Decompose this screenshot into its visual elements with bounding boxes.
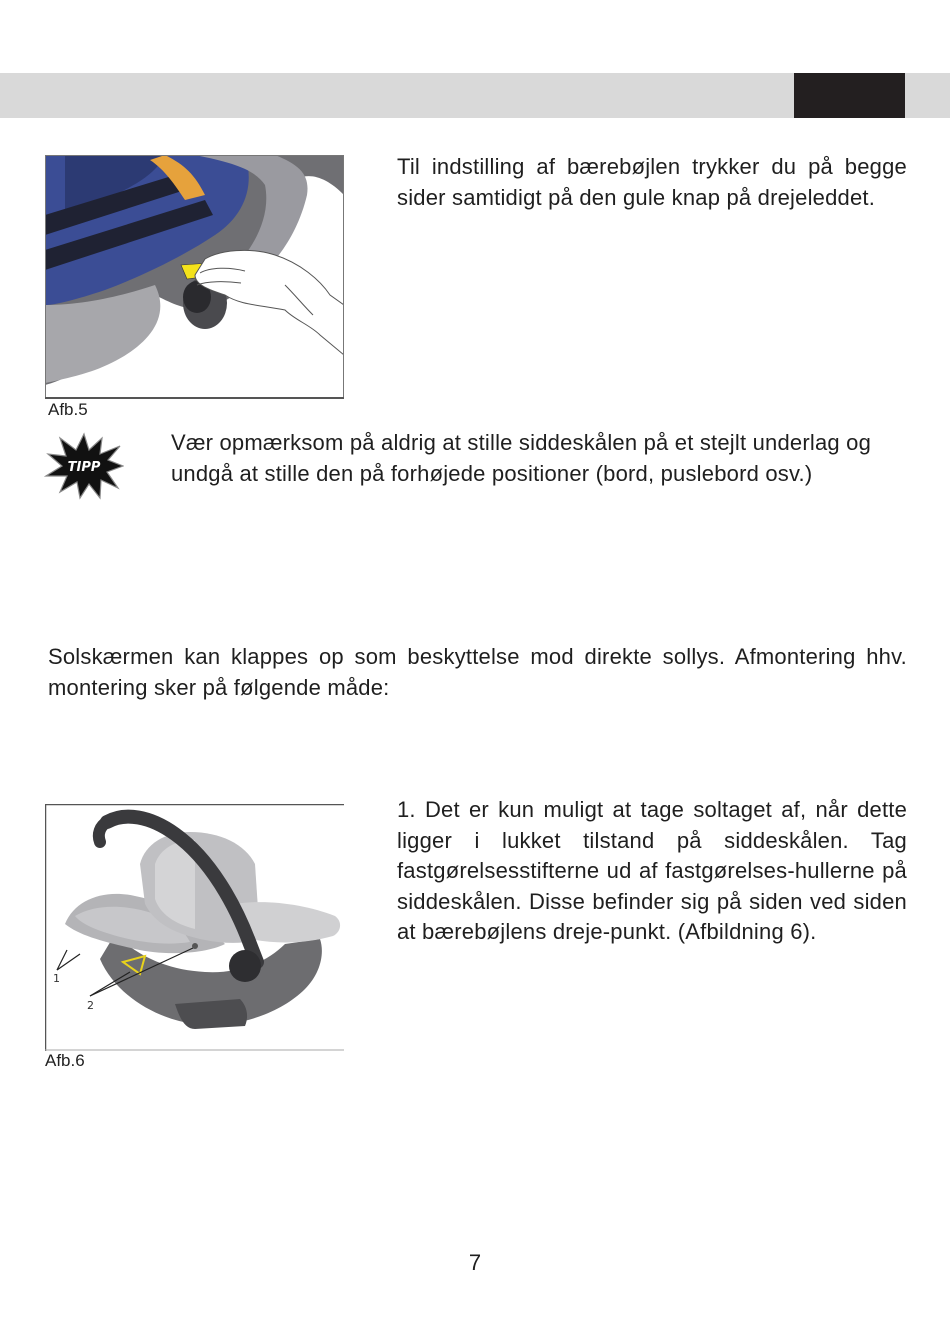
car-seat-handle-button-illustration bbox=[45, 155, 344, 399]
figure-5-text: Til indstilling af bærebøjlen trykker du på begge sider samtidigt på den gule knap på drejeleddet. bbox=[397, 154, 907, 210]
tip-text: Vær opmærksom på aldrig at stille siddeskålen på et stejlt underlag og undgå at stille den på forhøjede positioner (bord, puslebord osv.) bbox=[171, 430, 872, 486]
figure-6-text: 1. Det er kun muligt at tage soltaget af, når dette ligger i lukket tilstand på siddeskålen. Tag fastgørelsesstifterne ud af fastgørelses-hullerne på siddeskålen. Disse befinder sig på siden ved siden at bærebøjlens dreje-punkt. (Afbildning 6). bbox=[397, 797, 907, 944]
figure-5-image bbox=[45, 155, 344, 399]
car-seat-canopy-illustration bbox=[45, 804, 344, 1051]
sunshade-text: Solskærmen kan klappes op som beskyttelse mod direkte sollys. Afmontering hhv. montering sker på følgende måde: bbox=[48, 644, 907, 700]
figure-6-image bbox=[45, 804, 344, 1051]
header-accent-block bbox=[794, 73, 905, 118]
figure-6-caption: Afb.6 bbox=[45, 1051, 85, 1070]
tipp-starburst-icon bbox=[44, 432, 124, 500]
callout-1: 1 bbox=[53, 972, 60, 985]
callout-2: 2 bbox=[87, 999, 94, 1012]
figure-5-caption: Afb.5 bbox=[48, 400, 88, 419]
tipp-label: TIPP bbox=[67, 460, 101, 475]
page-number: 7 bbox=[468, 1250, 482, 1275]
